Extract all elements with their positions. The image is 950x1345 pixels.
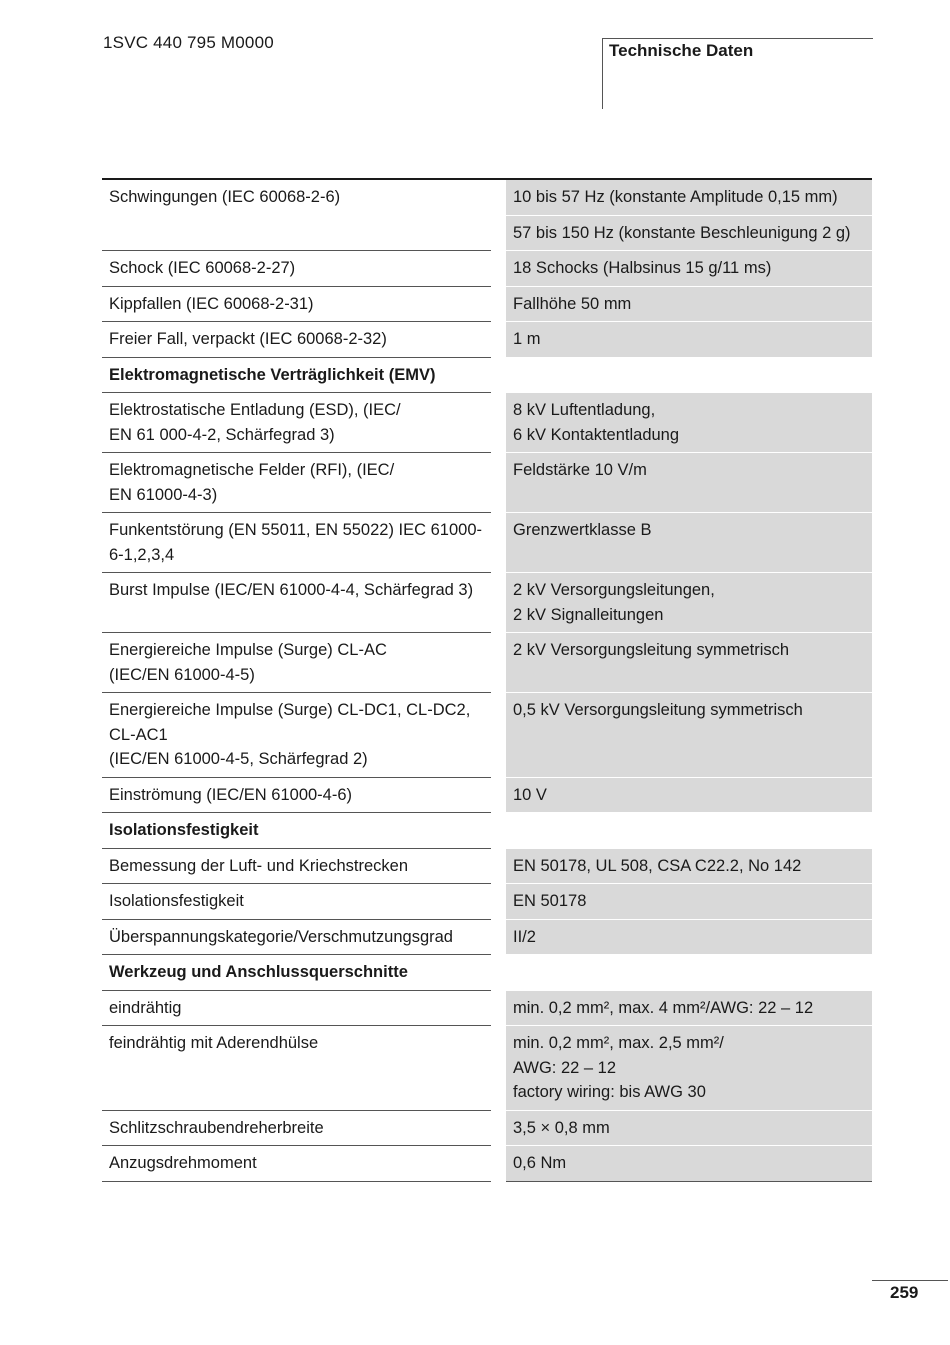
parameter-value xyxy=(506,453,872,513)
value-line: 10 V xyxy=(513,785,547,804)
parameter-value xyxy=(506,848,872,884)
table-row xyxy=(102,884,872,920)
table-row xyxy=(102,1110,872,1146)
column-gap xyxy=(491,633,506,693)
parameter-value xyxy=(506,990,872,1026)
column-gap xyxy=(491,322,506,358)
table-row xyxy=(102,179,872,215)
label-line: Anzugsdrehmoment xyxy=(109,1154,257,1172)
column-gap xyxy=(491,777,506,813)
column-gap xyxy=(491,884,506,920)
value-line: 0,6 Nm xyxy=(513,1154,567,1172)
table-row xyxy=(102,693,872,778)
parameter-label xyxy=(102,1110,491,1146)
column-gap xyxy=(491,179,506,215)
label-line: Schwingungen (IEC 60068-2-6) xyxy=(109,188,341,206)
label-line: Schock (IEC 60068-2-27) xyxy=(109,259,296,277)
value-line: AWG: 22 – 12 xyxy=(513,1058,617,1077)
section-heading xyxy=(102,813,491,849)
parameter-label xyxy=(102,1026,491,1111)
value-line: 2 kV Signalleitungen xyxy=(513,605,664,624)
label-line: EN 61 000-4-2, Schärfegrad 3) xyxy=(109,425,335,444)
table-row xyxy=(102,1146,872,1182)
label-line: Kippfallen (IEC 60068-2-31) xyxy=(109,294,314,313)
parameter-label xyxy=(102,251,491,287)
value-line: EN 50178 xyxy=(513,892,587,910)
table-row xyxy=(102,286,872,322)
parameter-value xyxy=(506,777,872,813)
value-line: 18 Schocks (Halbsinus 15 g/11 ms) xyxy=(513,259,772,277)
label-line: Isolationsfestigkeit xyxy=(109,892,244,910)
column-gap xyxy=(491,1146,506,1182)
parameter-label xyxy=(102,777,491,813)
value-line: 6 kV Kontaktentladung xyxy=(513,425,680,444)
value-line: 2 kV Versorgungsleitungen, xyxy=(513,581,715,599)
column-gap xyxy=(491,1110,506,1146)
value-line: 8 kV Luftentladung, xyxy=(513,401,656,419)
parameter-value xyxy=(506,633,872,693)
parameter-label xyxy=(102,286,491,322)
table-row xyxy=(102,990,872,1026)
label-line: Elektromagnetische Felder (RFI), (IEC/ xyxy=(109,461,395,479)
parameter-label xyxy=(102,573,491,633)
label-line: Burst Impulse (IEC/EN 61000-4-4, Schärfegrad 3) xyxy=(109,581,474,599)
column-gap xyxy=(491,215,506,251)
section-heading-row xyxy=(102,813,872,849)
parameter-value xyxy=(506,513,872,573)
parameter-value xyxy=(506,919,872,955)
label-line: Energiereiche Impulse (Surge) CL-DC1, CL-DC2, xyxy=(109,701,471,719)
document-id: 1SVC 440 795 M0000 xyxy=(103,33,274,52)
label-line: Überspannungskategorie/Verschmutzungsgrad xyxy=(109,927,453,946)
column-gap xyxy=(491,919,506,955)
column-gap xyxy=(491,1026,506,1111)
table-row xyxy=(102,919,872,955)
table-row xyxy=(102,777,872,813)
parameter-value xyxy=(506,251,872,287)
section-heading-row xyxy=(102,357,872,393)
value-line: 2 kV Versorgungsleitung symmetrisch xyxy=(513,641,790,659)
parameter-label xyxy=(102,919,491,955)
parameter-label xyxy=(102,884,491,920)
value-line: 10 bis 57 Hz (konstante Amplitude 0,15 mm) xyxy=(513,188,838,206)
technical-data-table xyxy=(102,178,872,1182)
value-line: min. 0,2 mm², max. 4 mm²/AWG: 22 – 12 xyxy=(513,998,814,1017)
parameter-value xyxy=(506,215,872,251)
value-line: min. 0,2 mm², max. 2,5 mm²/ xyxy=(513,1034,724,1052)
parameter-value xyxy=(506,179,872,215)
label-line: Energiereiche Impulse (Surge) CL-AC xyxy=(109,641,387,659)
table-row xyxy=(102,573,872,633)
value-line: 3,5 × 0,8 mm xyxy=(513,1118,610,1137)
column-gap xyxy=(491,573,506,633)
parameter-value xyxy=(506,813,872,849)
table-row xyxy=(102,513,872,573)
parameter-value xyxy=(506,322,872,358)
parameter-value xyxy=(506,884,872,920)
column-gap xyxy=(491,393,506,453)
label-line: Einströmung (IEC/EN 61000-4-6) xyxy=(109,785,353,804)
label-line: (IEC/EN 61000-4-5) xyxy=(109,665,255,684)
label-line: Schlitzschraubendreherbreite xyxy=(109,1118,324,1137)
column-gap xyxy=(491,453,506,513)
label-line: Funkentstörung (EN 55011, EN 55022) IEC 61000- xyxy=(109,521,482,539)
value-line: factory wiring: bis AWG 30 xyxy=(513,1083,706,1101)
value-line: EN 50178, UL 508, CSA C22.2, No 142 xyxy=(513,856,802,875)
label-line: Bemessung der Luft- und Kriechstrecken xyxy=(109,856,408,875)
value-line: 57 bis 150 Hz (konstante Beschleunigung 2 g) xyxy=(513,223,851,242)
value-line: 1 m xyxy=(513,330,541,348)
parameter-label xyxy=(102,215,491,251)
label-line: Freier Fall, verpackt (IEC 60068-2-32) xyxy=(109,330,387,348)
parameter-value xyxy=(506,573,872,633)
parameter-label xyxy=(102,693,491,778)
column-gap xyxy=(491,693,506,778)
parameter-label xyxy=(102,1146,491,1182)
label-line: 6-1,2,3,4 xyxy=(109,545,175,564)
column-gap xyxy=(491,813,506,849)
value-line: Feldstärke 10 V/m xyxy=(513,461,647,479)
label-line: Elektrostatische Entladung (ESD), (IEC/ xyxy=(109,401,401,419)
column-gap xyxy=(491,286,506,322)
value-line: 0,5 kV Versorgungsleitung symmetrisch xyxy=(513,701,803,719)
column-gap xyxy=(491,955,506,991)
label-line: feindrähtig mit Aderendhülse xyxy=(109,1034,319,1052)
parameter-value xyxy=(506,1146,872,1182)
parameter-label xyxy=(102,990,491,1026)
column-gap xyxy=(491,251,506,287)
column-gap xyxy=(491,848,506,884)
parameter-value xyxy=(506,1026,872,1111)
parameter-value xyxy=(506,357,872,393)
parameter-value xyxy=(506,1110,872,1146)
parameter-label xyxy=(102,393,491,453)
section-heading xyxy=(102,955,491,991)
label-line: EN 61000-4-3) xyxy=(109,485,218,504)
parameter-value xyxy=(506,693,872,778)
label-line: eindrähtig xyxy=(109,998,182,1017)
parameter-value xyxy=(506,955,872,991)
parameter-label xyxy=(102,633,491,693)
label-line: CL-AC1 xyxy=(109,725,168,744)
label-line: Werkzeug und Anschlussquerschnitte xyxy=(109,963,408,981)
technical-data-table-body xyxy=(102,179,872,1181)
table-row xyxy=(102,453,872,513)
parameter-label xyxy=(102,453,491,513)
parameter-label xyxy=(102,513,491,573)
table-row xyxy=(102,251,872,287)
page-number: 259 xyxy=(872,1280,948,1303)
parameter-label xyxy=(102,179,491,215)
section-heading xyxy=(102,357,491,393)
column-gap xyxy=(491,513,506,573)
column-gap xyxy=(491,357,506,393)
section-heading-row xyxy=(102,955,872,991)
parameter-value xyxy=(506,393,872,453)
table-row xyxy=(102,393,872,453)
table-row xyxy=(102,322,872,358)
label-line: Isolationsfestigkeit xyxy=(109,821,259,839)
table-row xyxy=(102,1026,872,1111)
parameter-value xyxy=(506,286,872,322)
value-line: II/2 xyxy=(513,927,536,946)
table-row xyxy=(102,848,872,884)
label-line: Elektromagnetische Verträglichkeit (EMV) xyxy=(109,365,436,384)
table-row xyxy=(102,633,872,693)
parameter-label xyxy=(102,848,491,884)
table-row xyxy=(102,215,872,251)
section-header-box xyxy=(602,38,873,109)
column-gap xyxy=(491,990,506,1026)
section-title: Technische Daten xyxy=(609,41,754,60)
value-line: Fallhöhe 50 mm xyxy=(513,294,632,313)
label-line: (IEC/EN 61000-4-5, Schärfegrad 2) xyxy=(109,750,368,768)
parameter-label xyxy=(102,322,491,358)
value-line: Grenzwertklasse B xyxy=(513,521,652,539)
